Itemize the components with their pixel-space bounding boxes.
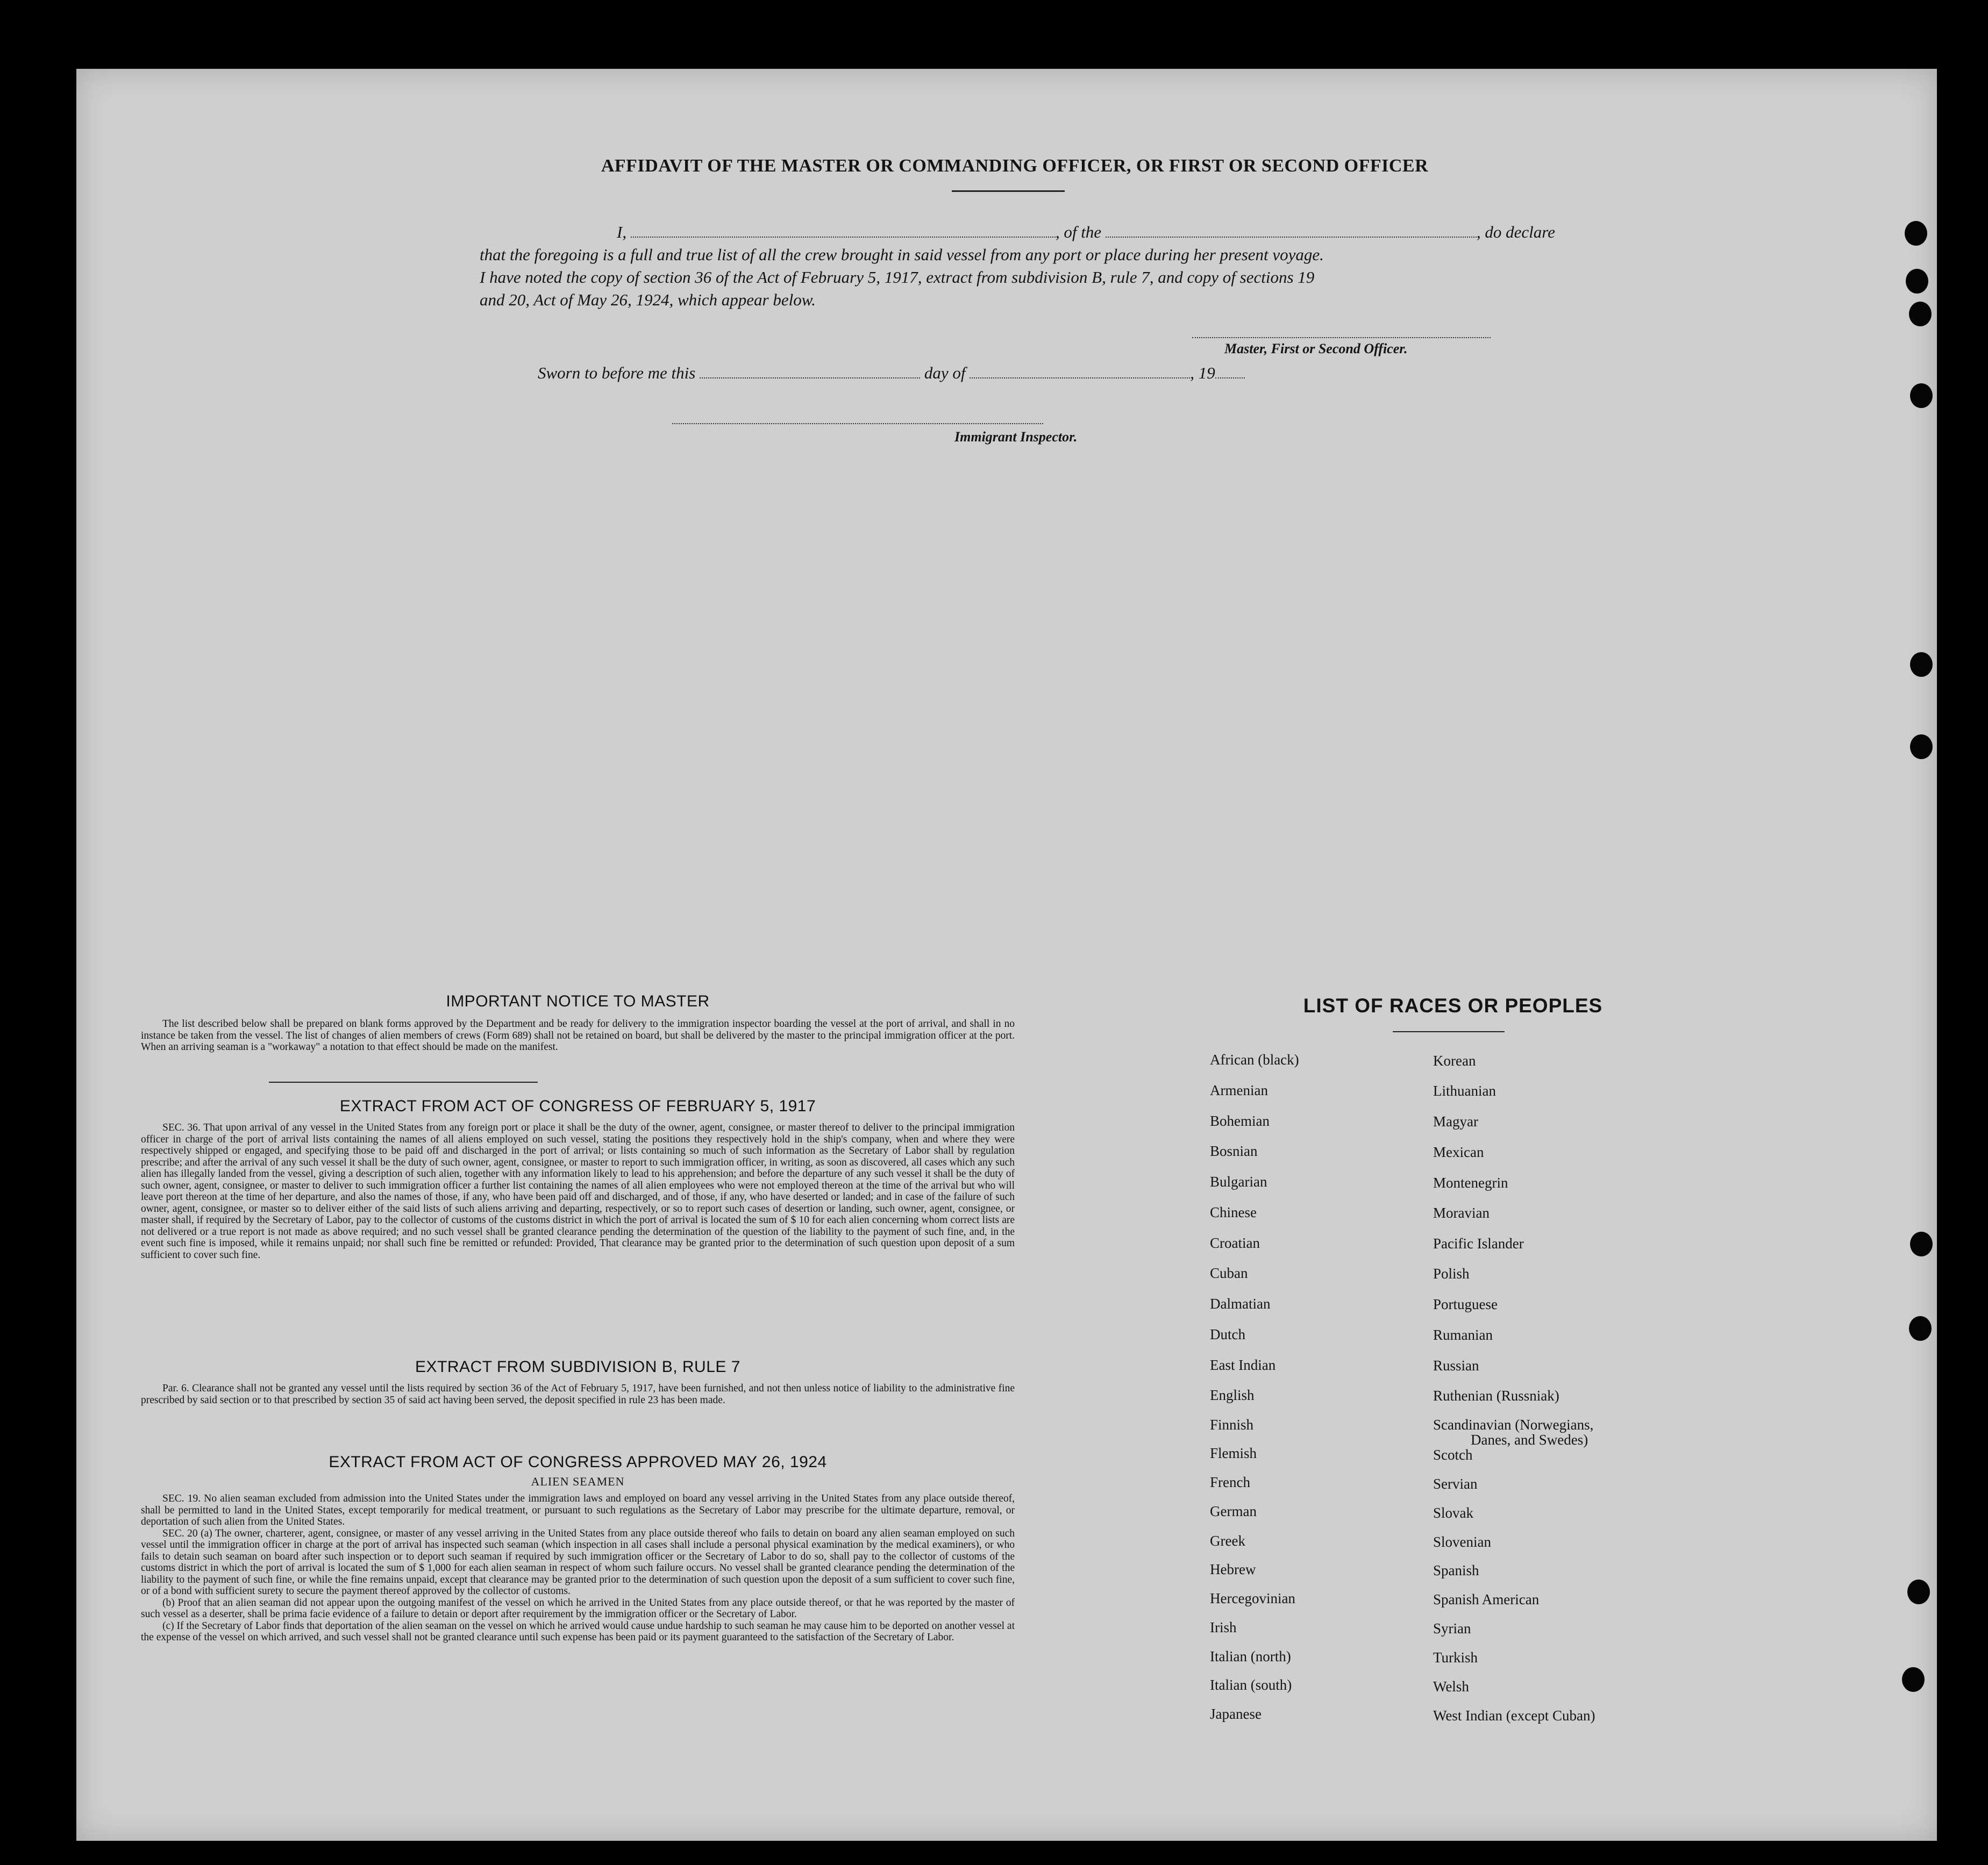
extract-1917-section bbox=[141, 1097, 1015, 1261]
sworn-month-blank[interactable] bbox=[970, 377, 1190, 378]
race-item: Dalmatian bbox=[1210, 1296, 1271, 1312]
race-item: Spanish bbox=[1433, 1562, 1479, 1578]
race-item: Montenegrin bbox=[1433, 1175, 1508, 1191]
name-blank[interactable] bbox=[631, 236, 1056, 238]
sworn-prefix: Sworn to before me this bbox=[538, 363, 696, 382]
races-divider bbox=[1393, 1031, 1505, 1032]
extract-1917-title: EXTRACT FROM ACT OF CONGRESS OF FEBRUARY 5, 1917 bbox=[339, 1097, 816, 1115]
extract-1924-sec20a: SEC. 20 (a) The owner, charterer, agent, consignee, or master of any vessel arriving in the United States from any place outside thereof who fails to detain on board any alien seaman employed on such vessel until the immigration officer in charge at the port of arrival has inspected such seaman (which inspection in all cases shall include a personal physical examination by the medical examiners), or who fails to detain such seaman on board after such inspection or to deport such seaman if required by such immigration officer or the Secretary of Labor to do so, shall pay to the collector of customs of the customs district in which the port of arrival is located the sum of $ 1,000 for each alien seaman in respect of whom such failure occurs. No vessel shall be granted clearance pending the determination of the liability to the payment of such fine, or while the fine remains unpaid, except that clearance may be granted prior to the determination of such question upon the deposit of a sum sufficient to cover such fine, or of a bond with sufficient surety to secure the payment thereof approved by the collector of customs. bbox=[141, 1527, 1015, 1597]
race-item: Dutch bbox=[1210, 1326, 1245, 1342]
race-item: Armenian bbox=[1210, 1082, 1268, 1098]
race-item: Mexican bbox=[1433, 1144, 1484, 1160]
extract-1924-sec20b: (b) Proof that an alien seaman did not appear upon the outgoing manifest of the vessel on which he arrived in the United States from any place outside thereof, or that he was reported by the master of such vessel as a deserter, shall be prima facie evidence of a failure to detain or deport after requirement by the immigration officer or the Secretary of Labor. bbox=[141, 1597, 1015, 1620]
inspector-signature-line[interactable] bbox=[672, 423, 1043, 424]
binder-hole bbox=[1910, 652, 1933, 677]
binder-hole bbox=[1909, 1316, 1932, 1341]
race-item: Slovenian bbox=[1433, 1534, 1491, 1550]
race-item: Moravian bbox=[1433, 1205, 1490, 1221]
race-item: Slovak bbox=[1433, 1505, 1474, 1521]
binder-hole bbox=[1910, 1232, 1933, 1256]
race-item: Korean bbox=[1433, 1053, 1476, 1069]
sworn-day-blank[interactable] bbox=[700, 377, 920, 378]
race-item: Servian bbox=[1433, 1476, 1478, 1492]
binder-hole bbox=[1907, 1580, 1930, 1604]
race-item: French bbox=[1210, 1474, 1250, 1490]
sworn-line bbox=[538, 362, 1452, 384]
race-item: Magyar bbox=[1433, 1113, 1478, 1130]
binder-hole bbox=[1909, 302, 1932, 326]
race-item: Bosnian bbox=[1210, 1143, 1258, 1159]
inspector-signature-label: Immigrant Inspector. bbox=[954, 429, 1078, 445]
race-item: Scotch bbox=[1433, 1447, 1473, 1463]
race-item: East Indian bbox=[1210, 1357, 1276, 1373]
race-item: English bbox=[1210, 1387, 1255, 1403]
extract-1924-section bbox=[141, 1453, 1015, 1644]
extract-rule7-title: EXTRACT FROM SUBDIVISION B, RULE 7 bbox=[415, 1358, 740, 1376]
binder-hole bbox=[1910, 734, 1933, 759]
notice-section bbox=[141, 992, 1015, 1053]
races-title: LIST OF RACES OR PEOPLES bbox=[1303, 995, 1603, 1017]
race-item: Rumanian bbox=[1433, 1327, 1493, 1343]
race-item: Italian (north) bbox=[1210, 1648, 1291, 1664]
race-item: Greek bbox=[1210, 1533, 1245, 1549]
extract-1917-body: SEC. 36. That upon arrival of any vessel in the United States from any foreign port or place it shall be the duty of the owner, agent, consignee, or master thereof to deliver to the principal immigration officer in charge of the port of arrival lists containing the names of all aliens employed on such vessel, stating the positions they respectively hold in the ship's company, when and where they were respectively shipped or engaged, and specifying those to be paid off and discharged in the port of arrival; or lists containing so much of such information as the Secretary of Labor shall by regulation prescribe; and after the arrival of any such vessel it shall be the duty of such owner, agent, consignee, or master to report to such immigration officer, in writing, as soon as discovered, all cases which any such alien has illegally landed from the vessel, giving a description of such alien, together with any information likely to lead to his apprehension; and before the departure of any such vessel it shall be the duty of such owner, agent, consignee, or master to deliver to such immigration officer a further list containing the names of all alien employees who were not employed thereon at the time of the arrival but who will leave port thereon at the time of her departure, and also the names of those, if any, who have been paid off and discharged, and of those, if any, who have deserted or landed; and in case of the failure of such owner, agent, consignee, or master so to deliver either of the said lists of such aliens arriving and departing, respectively, or so to report such cases of desertion or landing, such owner, agent, consignee, or master shall, if required by the Secretary of Labor, pay to the collector of customs of the customs district in which the port of arrival is located the sum of $ 10 for each alien concerning whom correct lists are not delivered or a true report is not made as above required; and no such vessel shall be granted clearance pending the determination of the question of the liability to the payment of such fine, and, in the event such fine is imposed, while it remains unpaid; nor shall such fine be remitted or refunded: Provided, That clearance may be granted prior to the determination of such question upon deposit of a sum sufficient to cover such fine. bbox=[141, 1122, 1015, 1261]
race-item: Danes, and Swedes) bbox=[1471, 1432, 1588, 1448]
race-item: Welsh bbox=[1433, 1678, 1469, 1695]
race-item: German bbox=[1210, 1503, 1257, 1519]
extract-1924-subtitle: ALIEN SEAMEN bbox=[531, 1475, 625, 1488]
race-item: Scandinavian (Norwegians, bbox=[1433, 1417, 1594, 1433]
race-item: Chinese bbox=[1210, 1204, 1257, 1220]
extract-1924-sec19: SEC. 19. No alien seaman excluded from admission into the United States under the immigration laws and employed on board any vessel arriving in the United States from any place outside thereof, shall be permitted to land in the United States, except temporarily for medical treatment, or pursuant to such regulations as the Secretary of Labor may prescribe for the ultimate departure, removal, or deportation of such alien from the United States. bbox=[141, 1493, 1015, 1527]
race-item: Finnish bbox=[1210, 1417, 1254, 1433]
race-item: West Indian (except Cuban) bbox=[1433, 1707, 1595, 1724]
race-item: Flemish bbox=[1210, 1445, 1257, 1461]
race-item: Italian (south) bbox=[1210, 1677, 1292, 1693]
binder-hole bbox=[1906, 269, 1928, 294]
extract-rule7-section bbox=[141, 1358, 1015, 1406]
affidavit-of-the: , of the bbox=[1055, 223, 1102, 241]
affidavit-line-2: that the foregoing is a full and true list of all the crew brought in said vessel from any port or place during her present voyage. bbox=[480, 245, 1324, 264]
sworn-year-blank[interactable] bbox=[1215, 377, 1245, 378]
race-item: Bulgarian bbox=[1210, 1174, 1267, 1190]
notice-divider bbox=[269, 1082, 538, 1083]
sworn-day-of: day of bbox=[924, 363, 966, 382]
race-item: Hebrew bbox=[1210, 1561, 1256, 1577]
binder-hole bbox=[1905, 221, 1927, 246]
extract-1924-sec20c: (c) If the Secretary of Labor finds that deportation of the alien seaman on the vessel on which he arrived would cause undue hardship to such seaman he may cause him to be deported on another vessel at the expense of the vessel on which arrived, and such vessel shall not be granted clearance until such expense has been paid or its payment guaranteed to the satisfaction of the Secretary of Labor. bbox=[141, 1620, 1015, 1643]
master-signature-line[interactable] bbox=[1192, 337, 1491, 338]
notice-body: The list described below shall be prepared on blank forms approved by the Department and be ready for delivery to the immigration inspector boarding the vessel at the port of arrival, and shall in no instance be taken from the vessel. The list of changes of alien members of crews (Form 689) shall not be retained on board, but shall be delivered by the master to the principal immigration officer at the port. When an arriving seaman is a "workaway" a notation to that effect should be made on the manifest. bbox=[141, 1018, 1015, 1053]
affidavit-do-declare: , do declare bbox=[1476, 223, 1555, 241]
race-item: Spanish American bbox=[1433, 1591, 1540, 1607]
race-item: Pacific Islander bbox=[1433, 1235, 1524, 1252]
race-item: Hercegovinian bbox=[1210, 1590, 1295, 1606]
affidavit-line-4: and 20, Act of May 26, 1924, which appear below. bbox=[480, 290, 816, 309]
affidavit-line-1 bbox=[480, 221, 1620, 244]
notice-title: IMPORTANT NOTICE TO MASTER bbox=[446, 992, 710, 1010]
affidavit-title: AFFIDAVIT OF THE MASTER OR COMMANDING OFFICER, OR FIRST OR SECOND OFFICER bbox=[601, 156, 1429, 176]
race-item: Japanese bbox=[1210, 1706, 1262, 1722]
race-item: Polish bbox=[1433, 1266, 1470, 1282]
race-item: Russian bbox=[1433, 1357, 1479, 1374]
race-item: Ruthenian (Russniak) bbox=[1433, 1388, 1559, 1404]
vessel-blank[interactable] bbox=[1106, 236, 1477, 238]
race-item: Cuban bbox=[1210, 1265, 1248, 1281]
affidavit-i: I, bbox=[617, 223, 627, 241]
form-page bbox=[76, 69, 1937, 1841]
master-signature-label: Master, First or Second Officer. bbox=[1224, 341, 1408, 356]
race-item: Turkish bbox=[1433, 1649, 1478, 1666]
binder-hole bbox=[1910, 383, 1933, 408]
race-item: African (black) bbox=[1210, 1052, 1299, 1068]
race-item: Irish bbox=[1210, 1619, 1237, 1635]
extract-1924-title: EXTRACT FROM ACT OF CONGRESS APPROVED MAY 26, 1924 bbox=[329, 1453, 827, 1471]
race-item: Lithuanian bbox=[1433, 1083, 1496, 1099]
race-item: Bohemian bbox=[1210, 1113, 1270, 1129]
extract-rule7-body: Par. 6. Clearance shall not be granted any vessel until the lists required by section 36 of the Act of February 5, 1917, have been furnished, and not then unless notice of liability to the administrative fine prescribed by said section or to that prescribed by section 35 of said act having been served, the deposit specified in rule 23 has been made. bbox=[141, 1383, 1015, 1406]
binder-hole bbox=[1902, 1667, 1925, 1692]
affidavit-line-3: I have noted the copy of section 36 of the Act of February 5, 1917, extract from subdivision B, rule 7, and copy of sections 19 bbox=[480, 268, 1315, 287]
sworn-year: , 19 bbox=[1190, 363, 1215, 382]
title-divider bbox=[952, 190, 1065, 192]
race-item: Portuguese bbox=[1433, 1296, 1498, 1312]
race-item: Syrian bbox=[1433, 1620, 1471, 1637]
race-item: Croatian bbox=[1210, 1235, 1260, 1251]
